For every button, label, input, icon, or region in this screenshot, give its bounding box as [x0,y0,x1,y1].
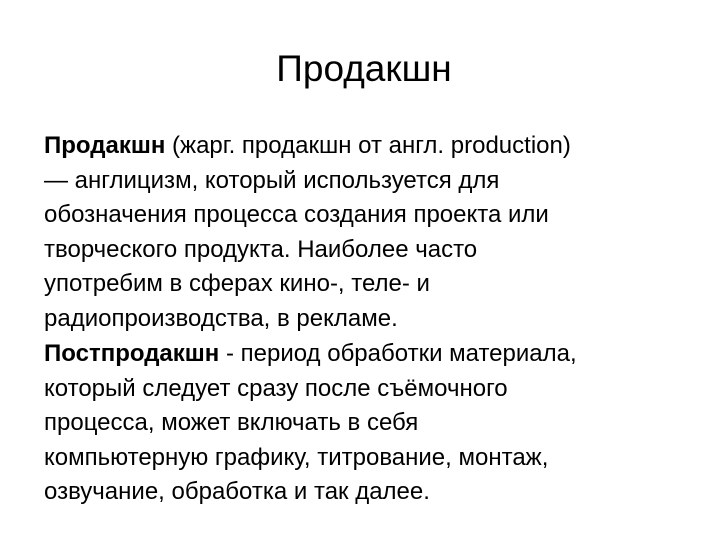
definition-line: обозначения процесса создания проекта или [44,201,549,228]
definition-line: который следует сразу после съёмочного [44,374,508,402]
definition-line: процесса, может включать в себя [44,409,419,436]
term-production: Продакшн [44,132,166,159]
definition-line: радиопроизводства, в рекламе. [44,304,398,332]
slide-title: Продакшн [276,48,452,89]
definition-paragraph-postproduction [44,337,684,510]
definition-line: творческого продукта. Наиболее часто [44,235,478,263]
definition-line: компьютерную графику, титрование, монтаж, [44,443,549,471]
slide-body [44,129,684,510]
definition-line: - период обработки материала, [219,340,577,367]
definition-line: (жарг. продакшн от англ. production) [165,132,571,159]
definition-line: — англицизм, который используется для [44,166,500,194]
term-postproduction: Постпродакшн [44,340,220,367]
definition-line: употребим в сферах кино-, теле- и [44,270,430,297]
definition-line: озвучание, обработка и так далее. [44,478,430,505]
definition-paragraph-production [44,129,684,336]
